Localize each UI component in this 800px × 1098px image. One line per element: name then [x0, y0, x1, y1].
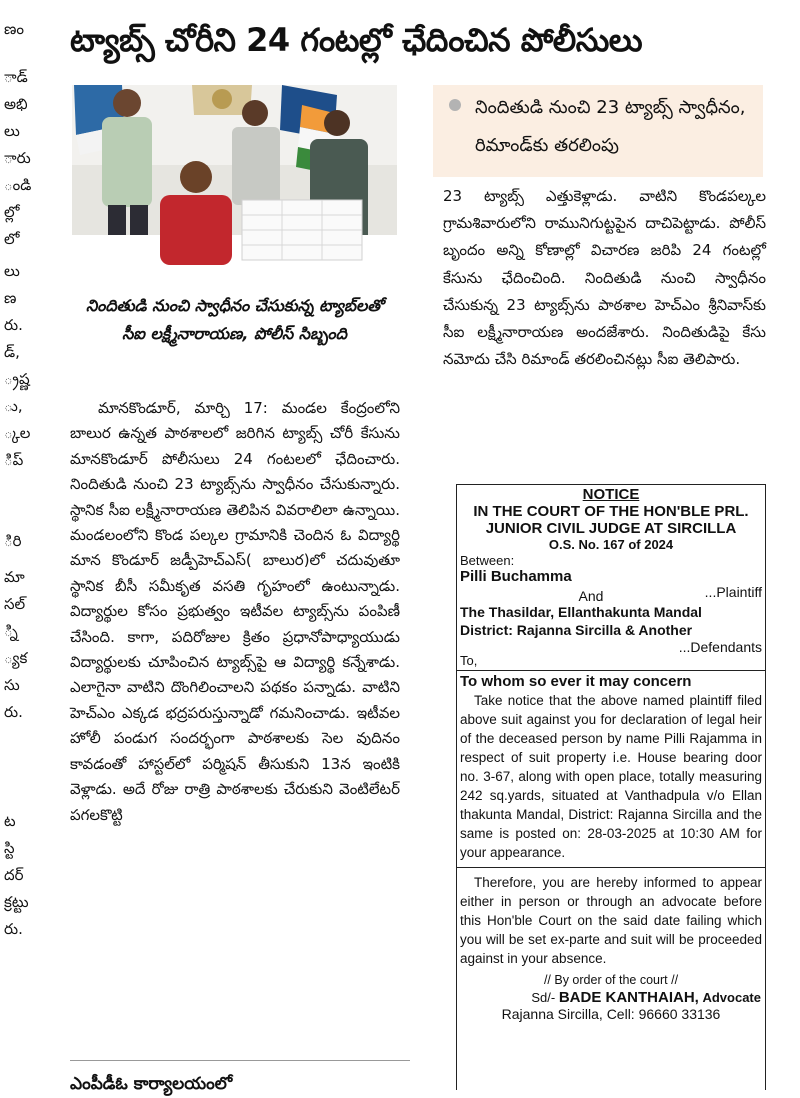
notice-defendants-role: ...Defendants: [678, 639, 762, 655]
left-fragment-text: ండి: [4, 176, 32, 194]
notice-sd-prefix: Sd/-: [531, 990, 556, 1005]
left-column-fragment: [0, 0, 52, 1090]
notice-case-number: O.S. No. 167 of 2024: [548, 537, 674, 552]
bottom-divider: [70, 1060, 410, 1061]
left-fragment-text: ాడ్: [4, 68, 28, 86]
left-fragment-text: ల్లో: [4, 203, 20, 221]
notice-order: // By order of the court //: [543, 973, 679, 987]
left-fragment-text: మా: [4, 568, 25, 586]
notice-advocate-title: Advocate: [702, 990, 761, 1005]
notice-to: To,: [460, 653, 478, 668]
highlight-box: [433, 85, 763, 177]
left-fragment-text: ణం: [4, 20, 24, 38]
left-fragment-text: లో: [4, 230, 20, 248]
left-fragment-text: ్రష్ణ: [4, 370, 30, 388]
notice-court-line2: JUNIOR CIVIL JUDGE AT SIRCILLA: [485, 520, 737, 537]
left-fragment-text: ణ: [4, 289, 17, 307]
notice-signature: [457, 989, 765, 1006]
notice-court-line1: IN THE COURT OF THE HON'BLE PRL.: [473, 503, 749, 520]
left-fragment-text: సల్: [4, 595, 26, 613]
notice-between: Between:: [460, 553, 515, 568]
left-fragment-text: లు: [4, 262, 20, 280]
headline: ట్యాబ్స్ చోరీని 24 గంటల్లో ఛేదించిన పోలీసులు: [70, 21, 643, 59]
left-fragment-text: రు.: [4, 920, 23, 938]
left-fragment-text: ిరి: [4, 532, 22, 550]
notice-defendant-line2: District: Rajanna Sircilla & Another: [460, 622, 693, 638]
left-fragment-text: స్టి: [4, 839, 15, 857]
left-fragment-text: లు: [4, 122, 20, 140]
left-fragment-text: ్కల: [4, 424, 31, 442]
notice-and: And: [578, 588, 604, 604]
article-body-left: మానకొండూర్, మార్చి 17: మండల కేంద్రంలోని బాలుర ఉన్నత పాఠశాలలో జరిగిన ట్యాబ్స్ చోరీ కేసును మానకొండూర్ పోలీసులు 24 గంటలలో ఛేదించారు. నిందితుడి నుంచి 23 ట్యాబ్స్‌ను స్వాధీనం చేసుకున్నారు. స్థానిక సీఐ లక్ష్మీనారాయణ తెలిపిన వివరాలిలా ఉన్నాయి. మండలంలోని కొండ పల్కల గ్రామానికి చెందిన ఓ విద్యార్థి మాన కొండూర్ జడ్పీహెచ్ఎస్( బాలుర)లో చదువుతూ స్థానిక బీసీ సమీకృత వసతి గృహంలో ఉంటున్నాడు. విద్యార్థుల కోసం ప్రభుత్వం ఇటీవల ట్యాబ్స్‌ను పంపిణీ చేసింది. కాగా, పదిరోజుల క్రితం ప్రధానోపాధ్యాయుడు విద్యార్థులకు చూపించిన ట్యాబ్స్‌పై ఆ విద్యార్థి కన్నేశాడు. ఎలాగైనా వాటిని దొంగిలించాలని పథకం పన్నాడు. వాటిని హెచ్ఎం ఎక్కడ భద్రపరుస్తున్నాడో గమనించాడు. ఇటీవల హోలీ పండుగ సందర్భంగా పాఠశాలకు సెల వుదినం కావడంతో హాస్టల్‌లో పర్మిషన్ తీసుకుని 13న ఇంటికి వెళ్లాడు. అదే రోజు రాత్రి పాఠశాలకు చేరుకుని వెంటిలేటర్ పగలకొట్టి: [70, 399, 400, 824]
left-fragment-text: ్ని: [4, 622, 18, 640]
left-fragment-text: క్రట్టు: [4, 893, 29, 911]
notice-title: NOTICE: [582, 486, 640, 503]
left-fragment-text: ్యక: [4, 649, 28, 667]
left-fragment-text: ట: [4, 812, 16, 830]
left-fragment-text: రు.: [4, 703, 23, 721]
notice-plaintiff-role: ...Plaintiff: [704, 584, 762, 600]
left-fragment-text: ారు: [4, 149, 31, 167]
notice-plaintiff-name: Pilli Buchamma: [460, 568, 572, 585]
notice-paragraph-1: Take notice that the above named plaintiff filed above suit against you for declaration of legal heir of the deceased person by name Pilli Rajamma in respect of suit property i.e. House bearing door no. 3-67, along with open place, totally measuring 242 sq.yards, situated at Vanthadpula v/o Ellan thakunta Mandal, District: Rajanna Sircilla and the same is posted on: 28-03-2025 at 10:30 AM for your appearance.: [460, 693, 762, 860]
news-photo: [72, 85, 397, 288]
next-headline-fragment: ఎంపీడీఓ కార్యాలయంలో: [70, 1074, 233, 1094]
left-fragment-text: ు,: [4, 397, 23, 415]
notice-paragraph-2: Therefore, you are hereby informed to appear either in person or through an advocate before this Hon'ble Court on the said date failing which you will be set ex-parte and suit will be proceeded against in your absence.: [460, 875, 762, 966]
left-fragment-text: అభి: [4, 95, 28, 113]
highlight-text: నిందితుడి నుంచి 23 ట్యాబ్స్ స్వాధీనం, రిమాండ్‌కు తరలింపు: [475, 97, 746, 156]
notice-address: Rajanna Sircilla, Cell: 96660 33136: [501, 1006, 721, 1022]
notice-advocate-name: BADE KANTHAIAH,: [558, 989, 699, 1006]
notice-defendant-line1: The Thasildar, Ellanthakunta Mandal: [460, 604, 702, 620]
left-fragment-text: సు: [4, 676, 20, 694]
notice-whom: To whom so ever it may concern: [460, 673, 692, 690]
notice-separator: [457, 670, 765, 671]
left-fragment-text: ిప్: [4, 451, 24, 469]
notice-separator: [457, 867, 765, 868]
left-fragment-text: దర్: [4, 866, 24, 884]
article-body-right: 23 ట్యాబ్స్ ఎత్తుకెళ్లాడు. వాటిని కొండపల్కల గ్రామశివారులోని రామునిగుట్టపైన దాచిపెట్టాడు. పోలీస్ బృందం అన్ని కోణాల్లో విచారణ జరిపి 24 గంటల్లో కేసును ఛేదించింది. నిందితుడి నుంచి స్వాధీనం చేసుకున్న 23 ట్యాబ్స్‌ను పాఠశాల హెచ్ఎం శ్రీనివాస్‌కు సీఐ లక్ష్మీనారాయణ అందజేశారు. నిందితుడిపై కేసు నమోదు చేసి రిమాండ్ తరలించినట్లు సీఐ తెలిపారు.: [443, 187, 766, 369]
left-fragment-text: డ్,: [4, 343, 20, 361]
photo-caption: నిందితుడి నుంచి స్వాధీనం చేసుకున్న ట్యాబ్‌లతో సీఐ లక్ష్మీనారాయణ, పోలీస్ సిబ్బంది: [86, 296, 383, 343]
bullet-icon: [449, 99, 461, 111]
left-fragment-text: రు.: [4, 316, 23, 334]
court-notice: [456, 484, 766, 1090]
